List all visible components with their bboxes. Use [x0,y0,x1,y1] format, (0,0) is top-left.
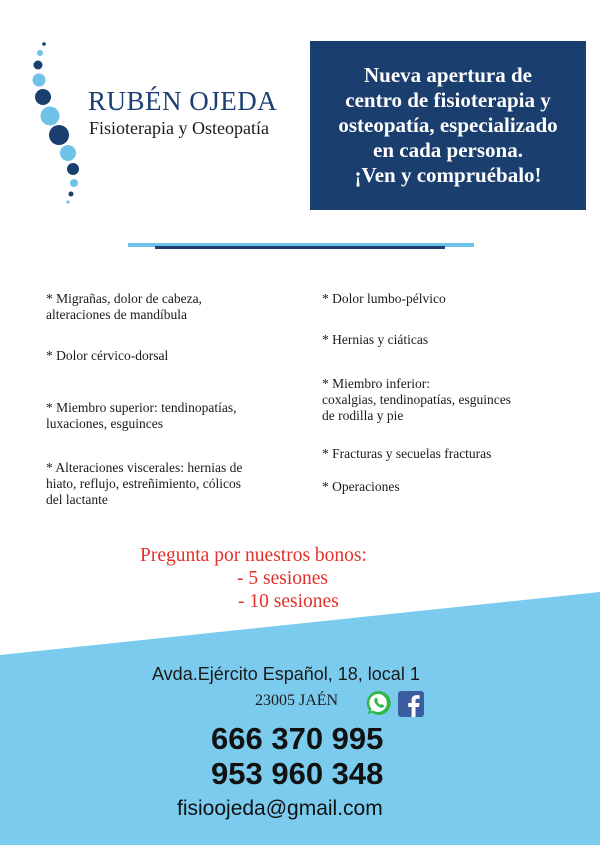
service-item-miembro-superior: * Miembro superior: tendinopatías, luxaciones, esguinces [46,400,237,431]
service-item-alteraciones-viscerales: * Alteraciones viscerales: hernias de hiato, reflujo, estreñimiento, cólicos del lactante [46,460,243,507]
address-line1: Avda.Ejército Español, 18, local 1 [152,664,420,684]
brand-name: RUBÉN OJEDA [88,86,278,116]
email-address[interactable]: fisioojeda@gmail.com [177,797,383,820]
promo-text: Nueva apertura de centro de fisioterapia y osteopatía, especializado en cada persona. ¡Ven y compruébalo! [338,63,558,187]
bono-item: - 5 sesiones [237,568,328,589]
service-item-hernias: * Hernias y ciáticas [322,332,429,347]
bonos-block [140,544,440,613]
bono-item: - 10 sesiones [238,591,339,612]
service-item-operaciones: * Operaciones [322,479,400,494]
spine-logo-icon [28,40,88,210]
brand-subtitle: Fisioterapia y Osteopatía [89,118,269,138]
facebook-icon[interactable] [398,691,424,717]
promo-box [310,41,586,210]
bonos-heading: Pregunta por nuestros bonos: [140,545,367,566]
service-item-lumbo-pelvico: * Dolor lumbo-pélvico [322,291,446,306]
service-item-miembro-inferior: * Miembro inferior: coxalgias, tendinopatías, esguinces de rodilla y pie [322,376,511,423]
divider-dark [155,246,445,249]
phone-number-mobile[interactable]: 666 370 995 [211,721,384,756]
service-item-fracturas: * Fracturas y secuelas fracturas [322,446,492,461]
whatsapp-icon[interactable] [365,689,393,717]
address-line2: 23005 JAÉN [255,692,339,709]
service-item-cervico-dorsal: * Dolor cérvico-dorsal [46,348,169,363]
service-item-migranas: * Migrañas, dolor de cabeza, alteraciones de mandíbula [46,291,202,322]
phone-number-landline[interactable]: 953 960 348 [211,756,384,791]
